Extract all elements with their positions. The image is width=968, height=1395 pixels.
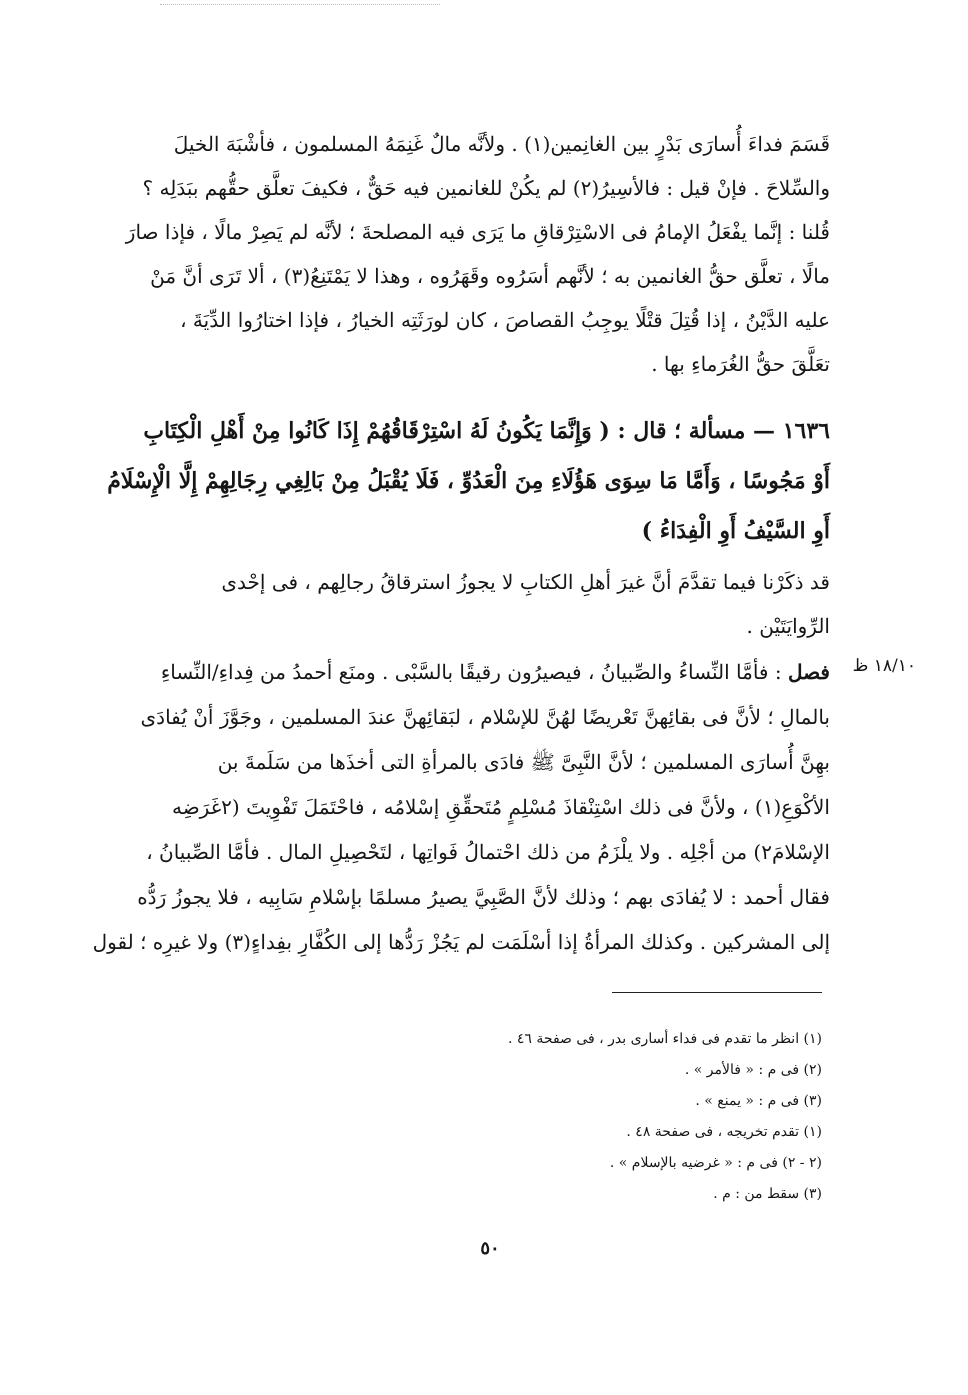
paragraph-3 xyxy=(150,560,830,648)
paragraph-line: أَوِ السَّيْفُ أَوِ الْفِدَاءُ ) xyxy=(641,518,830,544)
scan-edge-mark xyxy=(160,4,440,5)
paragraph-line: الإسْلامَ٢) من أجْلِه . ولا يلْزَمُ من ذلك احْتمالُ فَواتِها ، لتَحْصِيلِ المال . فأمَّا الصِّبيانُ ، xyxy=(146,840,830,864)
fasl-paragraph xyxy=(92,650,830,965)
paragraph-line: الرِّوايَتَيْن . xyxy=(746,614,830,638)
margin-folio-note: ١٨/١٠ ظ xyxy=(852,656,916,676)
masala-number: ١٦٣٦ xyxy=(782,418,830,444)
paragraph-line xyxy=(150,650,830,695)
paragraph-line: مالًا ، تعلَّق حقُّ الغانمين به ؛ لأنَّهم أسَرُوه وقَهَرُوه ، وهذا لا يَمْتَنِعُ(٣) ، ألا تَرَى أنَّ مَنْ xyxy=(150,264,830,288)
paragraph-line: أَوْ مَجُوسًا ، وَأَمَّا مَا سِوَى هَؤُلَاءِ مِنَ الْعَدُوِّ ، فَلَا يُقْبَلُ مِنْ بَالِغِي رِجَالِهِمْ إِلَّا الْإِسْلَامُ xyxy=(107,468,830,494)
paragraph-line xyxy=(143,406,830,456)
paragraph-line: قَسَمَ فداءَ أُسارَى بَدْرٍ بين الغانِمين(١) . ولأنَّه مالٌ غَنِمَهُ المسلمون ، فأشْبَهَ الخيلَ xyxy=(173,132,830,156)
paragraph-line: بالمالِ ؛ لأنَّ فى بقائِهنَّ تَعْريضًا لهُنَّ للإسْلام ، لبَقائِهنَّ عندَ المسلمين ، وجَوَّزَ أنْ يُفادَى xyxy=(140,705,830,729)
paragraph-line: الأكْوَعِ(١) ، ولأنَّ فى ذلك اسْتِنْقاذَ مُسْلِمٍ مُتَحقِّقِ إسْلامُه ، فاحْتَمَلَ تَفْوِيتَ (٢غَرَضِه xyxy=(171,795,830,819)
footnote: (٢) فى م : « فالأمر » . xyxy=(684,1062,822,1078)
paragraph-line: فقال أحمد : لا يُفادَى بهم ؛ وذلك لأنَّ الصَّبِيَّ يصيرُ مسلمًا بإسْلامِ سَابِيه ، فلا يجوزُ رَدُّه xyxy=(137,885,830,909)
paragraph-1 xyxy=(125,122,830,386)
footnote: (٢ - ٢) فى م : « غرضيه بالإسلام » . xyxy=(609,1155,822,1171)
page-number: ٥٠ xyxy=(480,1238,500,1259)
paragraph-line: تعَلَّقَ حقُّ الغُرَماءِ بها . xyxy=(651,352,830,376)
paragraph-line: إلى المشركين . وكذلك المرأةُ إذا أسْلَمَت لم يَجُزْ رَدُّها إلى الكُفَّارِ بفِداءٍ(٣) ولا غيرِه ؛ لقول xyxy=(92,930,830,954)
paragraph-line: والسِّلاحَ . فإنْ قيل : فالأسِيرُ(٢) لم يكُنْ للغانمين فيه حَقٌّ ، فكيفَ تعلَّق حقُّهم ببَدَلِه ؟ xyxy=(142,176,830,200)
paragraph-line: بهِنَّ أُسارَى المسلمين ؛ لأنَّ النَّبِىَّ ﷺ فادَى بالمرأةِ التى أخذَها من سَلَمةَ بن xyxy=(217,750,830,774)
footnote: (٣) فى م : « يمنع » . xyxy=(695,1093,822,1109)
masala-paragraph xyxy=(107,406,830,556)
footnotes xyxy=(300,1024,822,1210)
masala-line-text: — مسألة ؛ قال : ( وَإِنَّمَا يَكُونُ لَهُ اسْتِرْقَاقُهُمْ إِذَا كَانُوا مِنْ أَهْلِ الْكِتَابِ xyxy=(143,418,776,444)
paragraph-line: قد ذكَرْنا فيما تقدَّمَ أنَّ غيرَ أهلِ الكتابِ لا يجوزُ استرقاقُ رجالِهم ، فى إحْدى xyxy=(221,570,830,594)
fasl-label: فصل xyxy=(787,660,830,684)
footnote: (١) انظر ما تقدم فى فداء أسارى بدر ، فى صفحة ٤٦ . xyxy=(508,1031,822,1047)
paragraph-line: عليه الدَّيْنُ ، إذا قُتِلَ قتْلًا يوجِبُ القصاصَ ، كان لورَثَتِه الخيارُ ، فإذا اختارُوا الدِّيَةَ ، xyxy=(180,308,830,332)
fasl-line-text: : فأمَّا النِّساءُ والصِّبيانُ ، فيصيرُون رقيقًا بالسَّبْى . ومنَع أحمدُ من فِداءِ/النِّساءِ xyxy=(160,660,782,684)
footnote: (١) تقدم تخريجه ، فى صفحة ٤٨ . xyxy=(626,1124,822,1140)
paragraph-line: قُلنا : إنَّما يفْعَلُ الإمامُ فى الاسْتِرْقاقِ ما يَرَى فيه المصلحةَ ؛ لأنَّه لم يَصِرْ مالًا ، فإذا صارَ xyxy=(125,220,830,244)
footnote: (٣) سقط من : م . xyxy=(713,1186,822,1202)
footnote-divider xyxy=(612,992,822,993)
